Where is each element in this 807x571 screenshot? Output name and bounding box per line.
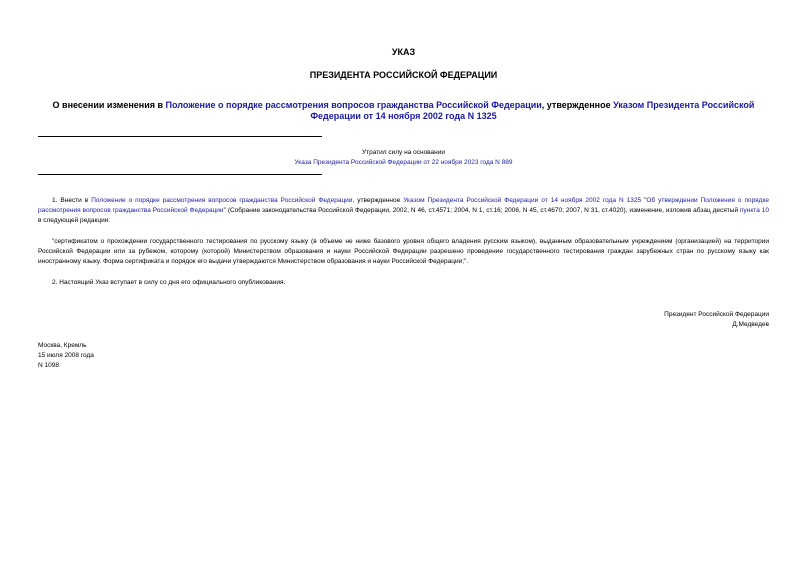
p1-text-4: " (Собрание законодательства Российской Федерации, 2002, N 46, ст.4571; 2004, N 1, ст.16; 2006, N 45, ст.4670; 2007, N 31, ст.4020), изменение, изложив абзац десятый <box>223 207 741 214</box>
divider-top <box>38 136 322 137</box>
p1-text-5: в следующей редакции: <box>38 217 111 224</box>
signature-block <box>664 310 769 330</box>
title-middle: , утвержденное <box>541 100 614 110</box>
p1-text-2: , утвержденное <box>352 197 404 204</box>
p1-link-clause[interactable]: пункта 10 <box>740 207 769 214</box>
quoted-amendment: "сертификатом о прохождении государственного тестирования по русскому языку (в объеме не ниже базового уровня общего владения русским языком), выданным образовательным учреждением (организацией) на территории Российской Федерации или за рубежом, которому (которой) Министерством образования и науки Российской Федерации разрешено проведение государственного тестирования граждан зарубежных стран по русскому языку как иностранному языку. Форма сертификата и порядок его выдачи утверждаются Министерством образования и науки Российской Федерации;". <box>38 238 769 265</box>
paragraph-1 <box>38 196 769 226</box>
p1-text-3: " <box>641 197 647 204</box>
p1-link-decree[interactable]: Указом Президента Российской Федерации от 14 ноября 2002 года N 1325 <box>403 197 642 204</box>
title-link-decree[interactable]: Указом Президента Российской Федерации от 14 ноября 2002 года N 1325 <box>310 100 755 121</box>
title-prefix: О внесении изменения в <box>52 100 166 110</box>
p1-text-1: 1. Внести в <box>52 197 92 204</box>
repeal-text: Утратил силу на основании <box>361 149 446 156</box>
p1-link-regulation[interactable]: Положение о порядке рассмотрения вопросов гражданства Российской Федерации <box>91 197 353 204</box>
place-date: 15 июля 2008 года <box>38 352 94 359</box>
repeal-note <box>38 148 769 168</box>
document-title <box>38 100 769 122</box>
doc-type-heading: УКАЗ <box>391 47 416 57</box>
issuer-heading: ПРЕЗИДЕНТА РОССИЙСКОЙ ФЕДЕРАЦИИ <box>309 70 498 80</box>
place-city: Москва, Кремль <box>38 342 87 349</box>
divider-bottom <box>38 174 322 175</box>
title-link-regulation[interactable]: Положение о порядке рассмотрения вопросов гражданства Российской Федерации <box>165 100 542 110</box>
repeal-link[interactable]: Указа Президента Российской Федерации от 22 ноября 2023 года N 889 <box>294 159 513 166</box>
signature-name: Д.Медведев <box>732 321 769 328</box>
document-number: N 1098 <box>38 362 59 369</box>
place-date-block <box>38 341 94 371</box>
paragraph-2: 2. Настоящий Указ вступает в силу со дня его официального опубликования. <box>52 279 286 286</box>
signature-role: Президент Российской Федерации <box>664 311 769 318</box>
p1-link-decree-title[interactable]: Об утверждении Положения о порядке рассмотрения вопросов гражданства Российской Федерации <box>38 197 769 214</box>
